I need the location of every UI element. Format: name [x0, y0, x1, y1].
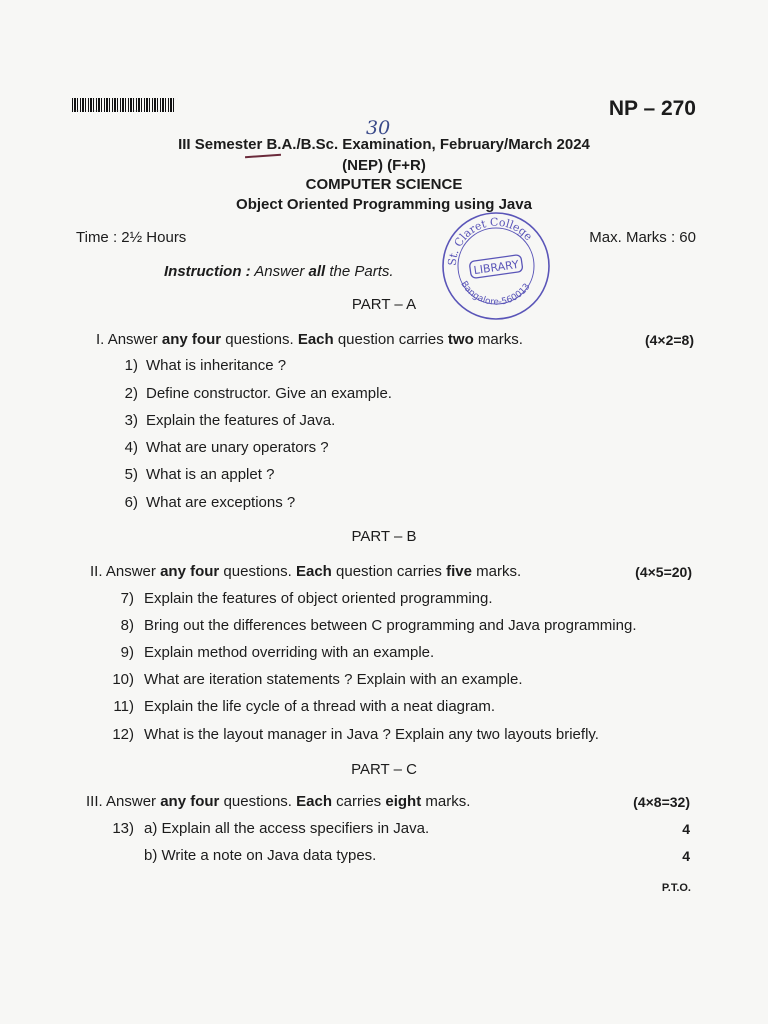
item-marks: 4 — [682, 821, 690, 837]
paper-code: NP – 270 — [608, 97, 696, 120]
list-item — [112, 590, 493, 607]
item-text: What is inheritance ? — [146, 357, 287, 374]
instruction-text: Answer — [254, 263, 305, 280]
item-text: Define constructor. Give an example. — [146, 385, 392, 402]
list-item — [112, 698, 495, 715]
part-c-q-b2: Each — [296, 793, 332, 810]
part-a-q-pre: Answer — [107, 331, 158, 348]
part-c-q-b3: eight — [385, 793, 422, 810]
item-text: Explain the features of Java. — [146, 412, 336, 429]
list-item — [116, 385, 392, 402]
list-item — [112, 820, 429, 837]
item-number: 7) — [120, 590, 134, 607]
item-text: Bring out the differences between C programming and Java programming. — [144, 617, 637, 634]
pto-label: P.T.O. — [661, 882, 691, 894]
item-number: 12) — [112, 726, 134, 743]
instruction-tail: the Parts. — [329, 263, 394, 280]
item-text: What are iteration statements ? Explain with an example. — [144, 671, 523, 688]
item-number: 10) — [112, 671, 134, 688]
item-number: 11) — [113, 698, 134, 715]
item-number: 2) — [124, 385, 138, 402]
list-item — [116, 439, 329, 456]
part-a-q-b3: two — [447, 331, 474, 348]
item-number: 5) — [124, 466, 138, 483]
handwritten-number: 30 — [366, 117, 391, 139]
item-text: Explain the features of object oriented programming. — [144, 590, 493, 607]
item-text: What are unary operators ? — [146, 439, 329, 456]
part-a-q-mid: questions. — [225, 331, 294, 348]
part-a-q-end: marks. — [477, 331, 523, 348]
part-b-title: PART – B — [351, 528, 417, 545]
instruction-bold: all — [308, 263, 326, 280]
list-item — [116, 466, 274, 483]
item-number: 6) — [124, 494, 138, 511]
part-c-q-b1: any four — [160, 793, 220, 810]
part-c-q-end: marks. — [425, 793, 471, 810]
part-b-roman: II. — [90, 563, 103, 580]
item-text: What is the layout manager in Java ? Explain any two layouts briefly. — [144, 726, 599, 743]
list-item — [112, 617, 637, 634]
item-number: 8) — [120, 617, 134, 634]
list-item — [112, 726, 599, 743]
part-b-q-b1: any four — [160, 563, 220, 580]
item-number: 9) — [120, 644, 134, 661]
part-a-marks: (4×2=8) — [644, 332, 694, 348]
list-item — [112, 671, 523, 688]
instruction — [164, 263, 394, 280]
instruction-label: Instruction : — [164, 263, 251, 280]
item-text: Explain the life cycle of a thread with a neat diagram. — [144, 698, 496, 715]
part-c-q-mid2: carries — [336, 793, 382, 810]
part-c-question — [86, 793, 470, 810]
part-a-roman: I. — [96, 331, 105, 348]
part-a-q-b2: Each — [297, 331, 334, 348]
barcode — [72, 98, 176, 112]
max-marks-label: Max. Marks : 60 — [589, 229, 696, 246]
part-c-q-mid: questions. — [223, 793, 292, 810]
item-text: Explain method overriding with an example. — [144, 644, 435, 661]
part-b-marks: (4×5=20) — [635, 564, 692, 580]
part-b-q-end: marks. — [476, 563, 522, 580]
part-a-q-b1: any four — [161, 331, 222, 348]
item-number: 3) — [124, 412, 138, 429]
subject-title: COMPUTER SCIENCE — [305, 176, 463, 193]
part-a-q-mid2: question carries — [337, 331, 444, 348]
exam-scheme: (NEP) (F+R) — [342, 157, 426, 174]
part-c-roman: III. — [86, 793, 103, 810]
item-marks: 4 — [682, 848, 690, 864]
item-text: b) Write a note on Java data types. — [144, 847, 377, 864]
item-number: 1) — [124, 357, 138, 374]
stamp-top-text: St. Claret College — [445, 215, 536, 267]
list-item — [116, 357, 286, 374]
part-b-q-pre: Answer — [105, 563, 156, 580]
time-label: Time : 2½ Hours — [76, 229, 187, 246]
part-b-question — [90, 563, 521, 580]
stamp-center-text: LIBRARY — [472, 257, 520, 278]
item-number: 4) — [124, 439, 138, 456]
item-number: 13) — [112, 820, 134, 837]
part-b-q-mid: questions. — [223, 563, 292, 580]
exam-title: III Semester B.A./B.Sc. Examination, February/March 2024 — [178, 136, 590, 153]
part-a-question — [96, 331, 523, 348]
list-item — [116, 494, 295, 511]
part-b-q-b2: Each — [295, 563, 332, 580]
part-c-q-pre: Answer — [106, 793, 157, 810]
list-item — [116, 412, 335, 429]
stamp-bottom-text: Bangalore-560013 — [458, 279, 533, 308]
item-text: What is an applet ? — [146, 466, 275, 483]
item-text: a) Explain all the access specifiers in Java. — [144, 820, 430, 837]
part-b-q-mid2: question carries — [336, 563, 442, 580]
part-b-q-b3: five — [446, 563, 472, 580]
part-c-title: PART – C — [351, 761, 417, 778]
item-text: What are exceptions ? — [146, 494, 296, 511]
part-c-marks: (4×8=32) — [633, 794, 690, 810]
list-item — [112, 644, 434, 661]
list-item — [112, 847, 376, 864]
part-a-title: PART – A — [351, 296, 417, 313]
paper-title: Object Oriented Programming using Java — [236, 196, 532, 213]
